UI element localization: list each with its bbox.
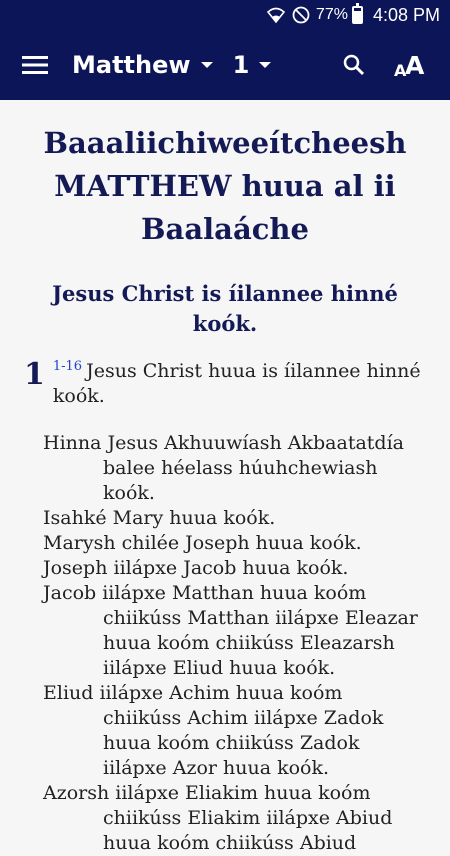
verse-number[interactable]: 1-16 [52,358,83,374]
book-selector[interactable] [72,30,213,100]
poetry-line: Eliud iilápxe Achim huua koóm chiikúss Achim iilápxe Zadok huua koóm chiikúss Zadok iilápxe Azor huua koók. [43,682,384,779]
poetry-line: Hinna Jesus Akhuuwíash Akbaatatdía balee héelass húuhchewiash koók. [43,432,404,504]
search-button[interactable] [326,30,382,100]
hamburger-icon [22,55,48,75]
chapter-selector[interactable] [233,30,272,100]
verse-text: Jesus Christ huua is íilannee hinné koók. [52,360,421,407]
font-size-button[interactable] [382,30,438,100]
chevron-down-icon [259,62,271,68]
poetry-line: Azorsh iilápxe Eliakim huua koóm chiikúss Eliakim iilápxe Abiud huua koóm chiikúss Abiud [43,782,393,854]
menu-button[interactable] [0,30,70,100]
svg-text:A: A [394,61,407,80]
poetry-line: Joseph iilápxe Jacob huua koók. [43,557,349,579]
chapter-number: 1 [232,51,250,79]
poetry-block [24,431,426,856]
section-heading: Jesus Christ is íilannee hinné koók. [52,281,398,336]
app-bar [0,30,450,100]
poetry-line: Isahké Mary huua koók. [43,507,276,529]
wifi-icon [266,6,286,24]
do-not-disturb-icon [292,6,310,24]
book-title: Baaaliichiweeítcheesh MATTHEW huua al ii Baalaáche [43,126,407,246]
battery-icon [352,6,363,24]
chapter-drop-number: 1 [24,357,45,392]
battery-percent: 77% [315,6,348,23]
chevron-down-icon [201,62,213,68]
svg-text:A: A [405,51,425,80]
poetry-line: Marysh chilée Joseph huua koók. [43,532,362,554]
clock: 4:08 PM [372,4,440,25]
verse-paragraph [24,359,426,409]
status-bar [0,0,450,30]
chapter-content[interactable] [0,100,450,854]
book-name: Matthew [72,51,191,79]
text-size-icon [394,52,426,78]
poetry-line: Jacob iilápxe Matthan huua koóm chiikúss Matthan iilápxe Eleazar huua koóm chiikúss Eleazarsh iilápxe Eliud huua koók. [43,582,418,679]
search-icon [343,54,365,76]
